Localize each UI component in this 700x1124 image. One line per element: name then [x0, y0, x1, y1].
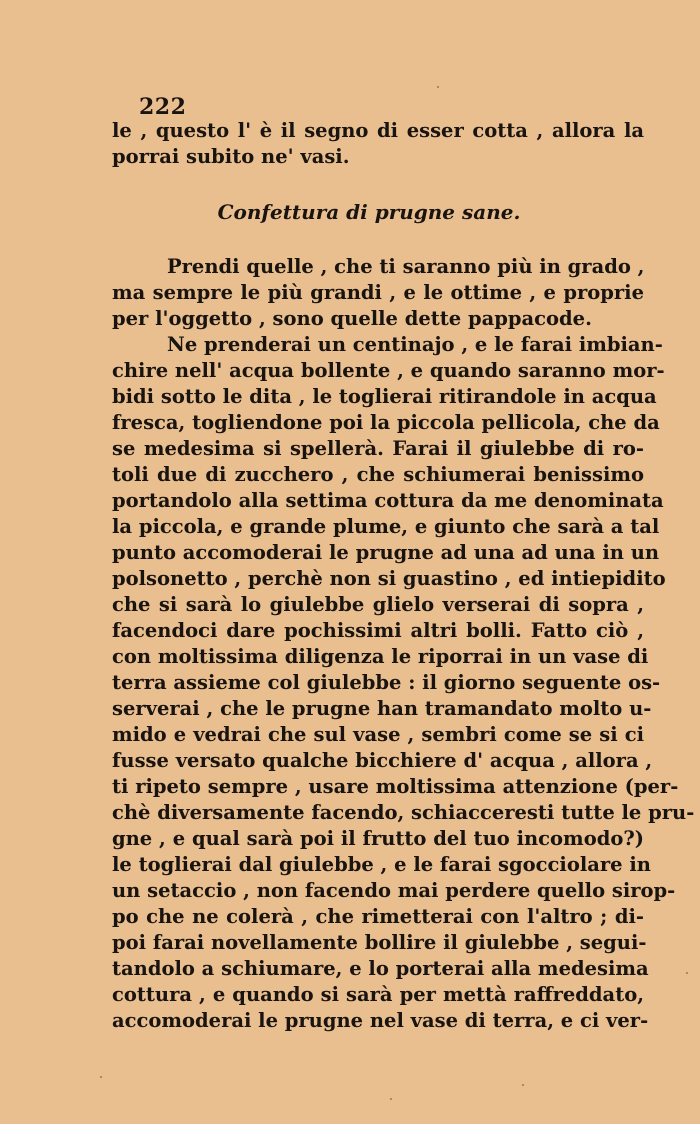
- text-line: fusse versato qualche bicchiere d' acqua , allora ,: [112, 749, 653, 772]
- recipe-title: Confettura di prugne sane.: [217, 200, 521, 224]
- intro-paragraph: [112, 118, 644, 170]
- paper-speck: [437, 86, 439, 88]
- text-line: porrai subito ne' vasi.: [112, 145, 350, 168]
- text-line: che si sarà lo giulebbe glielo verserai di sopra ,: [112, 593, 644, 616]
- text-line: un setaccio , non facendo mai perdere quello sirop-: [112, 879, 676, 902]
- text-line: con moltissima diligenza le riporrai in un vase di: [112, 645, 649, 668]
- paper-speck: [686, 972, 688, 974]
- text-line: la piccola, e grande plume, e giunto che sarà a tal: [112, 515, 660, 538]
- text-line: ti ripeto sempre , usare moltissima attenzione (per-: [112, 775, 679, 798]
- paper-speck: [390, 1098, 392, 1100]
- text-line: cottura , e quando si sarà per mettà raffreddato,: [112, 983, 644, 1006]
- recipe-body: [112, 254, 695, 1034]
- text-line: le toglierai dal giulebbe , e le farai sgocciolare in: [112, 853, 651, 876]
- paper-speck: [522, 1084, 524, 1086]
- text-line: portandolo alla settima cottura da me denominata: [112, 489, 664, 512]
- text-line: Ne prenderai un centinajo , e le farai imbian-: [167, 333, 663, 356]
- text-line: serverai , che le prugne han tramandato molto u-: [112, 697, 652, 720]
- text-line: polsonetto , perchè non si guastino , ed intiepidito: [112, 567, 666, 590]
- text-line: gne , e qual sarà poi il frutto del tuo incomodo?): [112, 827, 644, 850]
- text-line: per l'oggetto , sono quelle dette pappacode.: [112, 307, 592, 330]
- text-line: fresca, togliendone poi la piccola pellicola, che da: [112, 411, 660, 434]
- text-line: se medesima si spellerà. Farai il giulebbe di ro-: [112, 437, 644, 460]
- page-number: 222: [139, 94, 187, 120]
- text-line: po che ne colerà , che rimetterai con l'altro ; di-: [112, 905, 644, 928]
- text-line: bidi sotto le dita , le toglierai ritirandole in acqua: [112, 385, 657, 408]
- text-line: punto accomoderai le prugne ad una ad una in un: [112, 541, 660, 564]
- text-line: chè diversamente facendo, schiacceresti tutte le pru-: [112, 801, 695, 824]
- text-line: toli due di zucchero , che schiumerai benissimo: [112, 463, 644, 486]
- text-line: mido e vedrai che sul vase , sembri come se si ci: [112, 723, 644, 746]
- text-line: poi farai novellamente bollire il giulebbe , segui-: [112, 931, 647, 954]
- paper-speck: [100, 1076, 102, 1078]
- text-line: le , questo l' è il segno di esser cotta , allora la: [112, 119, 644, 142]
- recipe-heading: [0, 198, 700, 226]
- text-line: ma sempre le più grandi , e le ottime , e proprie: [112, 281, 644, 304]
- text-line: Prendi quelle , che ti saranno più in grado ,: [167, 255, 645, 278]
- text-line: facendoci dare pochissimi altri bolli. Fatto ciò ,: [112, 619, 644, 642]
- text-line: terra assieme col giulebbe : il giorno seguente os-: [112, 671, 661, 694]
- text-line: tandolo a schiumare, e lo porterai alla medesima: [112, 957, 649, 980]
- text-line: chire nell' acqua bollente , e quando saranno mor-: [112, 359, 665, 382]
- text-line: accomoderai le prugne nel vase di terra, e ci ver-: [112, 1009, 649, 1032]
